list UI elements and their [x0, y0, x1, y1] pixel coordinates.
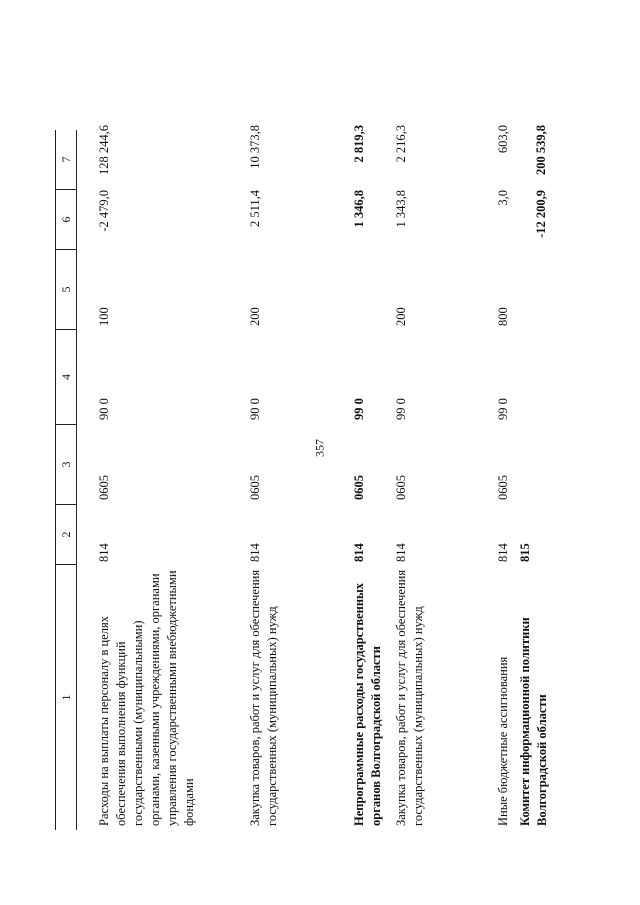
row-5-col-2: 814 — [496, 543, 510, 562]
row-2-col-3: 0605 — [248, 475, 262, 500]
header-col-2: 2 — [56, 505, 76, 565]
row-4-col-4: 99 0 — [394, 398, 408, 420]
page-number: 357 — [312, 439, 327, 457]
row-2-col-6: 2 511,4 — [248, 190, 262, 228]
row-5-name: Иные бюджетные ассигнования — [496, 656, 510, 826]
header-col-6: 6 — [56, 190, 76, 250]
row-2-col-2: 814 — [248, 543, 262, 562]
row-4-col-2: 814 — [394, 543, 408, 562]
row-2-name: Закупка товаров, работ и услуг для обеспечения государственных (муниципальных) нужд — [248, 569, 279, 826]
row-6-col-7: 200 539,8 — [534, 125, 548, 175]
row-4-name: Закупка товаров, работ и услуг для обеспечения государственных (муниципальных) нужд — [394, 569, 425, 826]
row-4-col-5: 200 — [394, 307, 408, 326]
header-col-1: 1 — [59, 694, 73, 701]
row-1-col-5: 100 — [97, 307, 111, 326]
row-2-col-4: 90 0 — [248, 398, 262, 420]
row-3-col-2: 814 — [352, 543, 366, 562]
row-2-col-7: 10 373,8 — [248, 125, 262, 169]
row-6-col-6: -12 200,9 — [534, 190, 548, 238]
row-3-col-4: 99 0 — [352, 398, 366, 420]
row-4-col-3: 0605 — [394, 475, 408, 500]
row-1-col-4: 90 0 — [97, 398, 111, 420]
row-6-col-2: 815 — [518, 543, 532, 562]
row-3-col-6: 1 346,8 — [352, 190, 366, 228]
row-3-name: Непрограммные расходы государственных органов Волгоградской области — [352, 582, 383, 826]
row-5-col-6: 3,0 — [496, 190, 510, 206]
row-2-col-5: 200 — [248, 307, 262, 326]
budget-table — [55, 90, 575, 830]
row-5-col-3: 0605 — [496, 475, 510, 500]
row-5-col-5: 800 — [496, 307, 510, 326]
row-1-col-7: 128 244,6 — [97, 125, 111, 175]
row-1-name: Расходы на выплаты персоналу в целях обеспечения выполнения функций государственными (муниципальными) органами, казенными учреждениями, органами управления государственными внебюджетными фондами — [97, 570, 196, 826]
row-1-col-6: -2 479,0 — [97, 190, 111, 232]
row-1-col-2: 814 — [97, 543, 111, 562]
row-3-col-3: 0605 — [352, 475, 366, 500]
row-5-col-4: 99 0 — [496, 398, 510, 420]
row-6-name: Комитет информационной политики Волгоградской области — [518, 617, 549, 826]
header-col-5: 5 — [56, 250, 76, 330]
row-4-col-7: 2 216,3 — [394, 125, 408, 163]
header-col-4: 4 — [56, 330, 76, 425]
table-header — [55, 130, 77, 830]
header-col-7: 7 — [56, 130, 76, 190]
row-4-col-6: 1 343,8 — [394, 190, 408, 228]
row-3-col-7: 2 819,3 — [352, 125, 366, 163]
row-5-col-7: 603,0 — [496, 125, 510, 154]
row-1-col-3: 0605 — [97, 475, 111, 500]
header-col-3: 3 — [56, 425, 76, 505]
